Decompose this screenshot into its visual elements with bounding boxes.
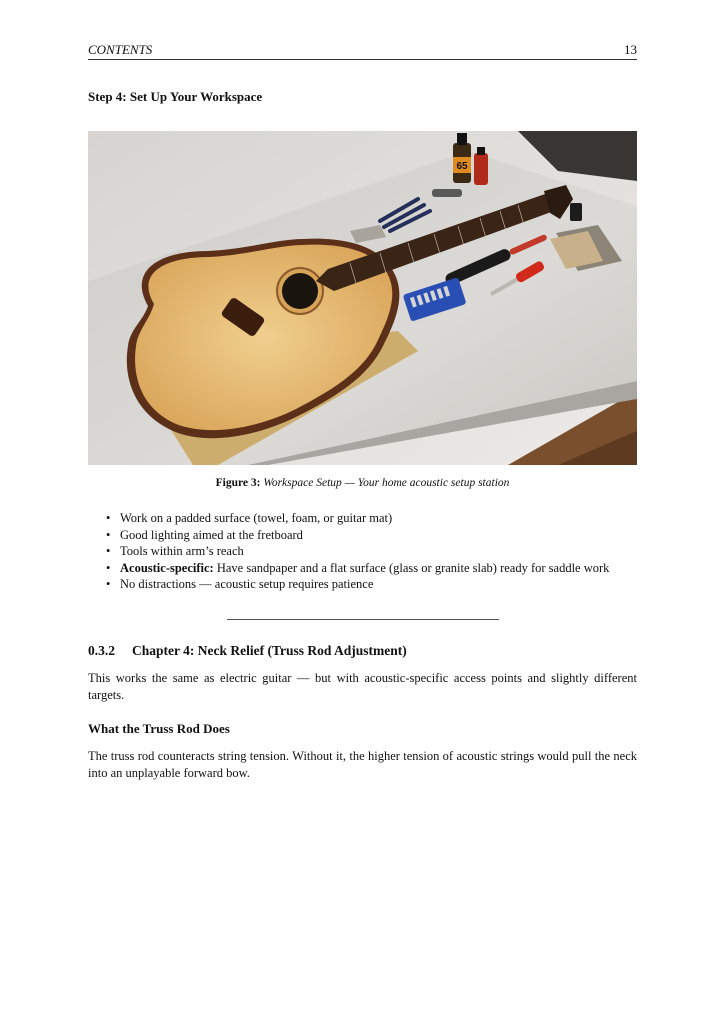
list-item: • Work on a padded surface (towel, foam, or guitar mat) [106,510,637,527]
running-header [88,41,637,60]
section-heading [88,643,407,659]
workspace-checklist [106,510,637,593]
section-number: 0.3.2 [88,643,115,658]
figure-caption-text: Workspace Setup — Your home acoustic setup station [263,477,510,489]
list-item: • Tools within arm’s reach [106,543,637,560]
section-title: Chapter 4: Neck Relief (Truss Rod Adjustment) [132,643,407,658]
acoustic-specific-label: Acoustic-specific: [120,560,214,575]
list-item: • Good lighting aimed at the fretboard [106,527,637,544]
figure-caption [88,477,637,489]
list-item: • No distractions — acoustic setup requires patience [106,576,637,593]
bottle-label: 65 [456,161,468,172]
header-section-title: CONTENTS [88,42,153,57]
page-number: 13 [624,42,637,57]
list-item: • Acoustic-specific: Have sandpaper and a flat surface (glass or granite slab) ready for saddle work [106,560,637,577]
workspace-photo [88,131,637,465]
figure-label: Figure 3: [215,477,261,489]
subsection-heading: What the Truss Rod Does [88,721,230,736]
section-divider [227,619,499,620]
truss-rod-paragraph: The truss rod counteracts string tension. Without it, the higher tension of acoustic strings would pull the neck into an unplayable forward bow. [88,749,637,780]
step-heading: Step 4: Set Up Your Workspace [88,89,263,104]
intro-paragraph: This works the same as electric guitar — but with acoustic-specific access points and slightly different targets. [88,671,637,702]
